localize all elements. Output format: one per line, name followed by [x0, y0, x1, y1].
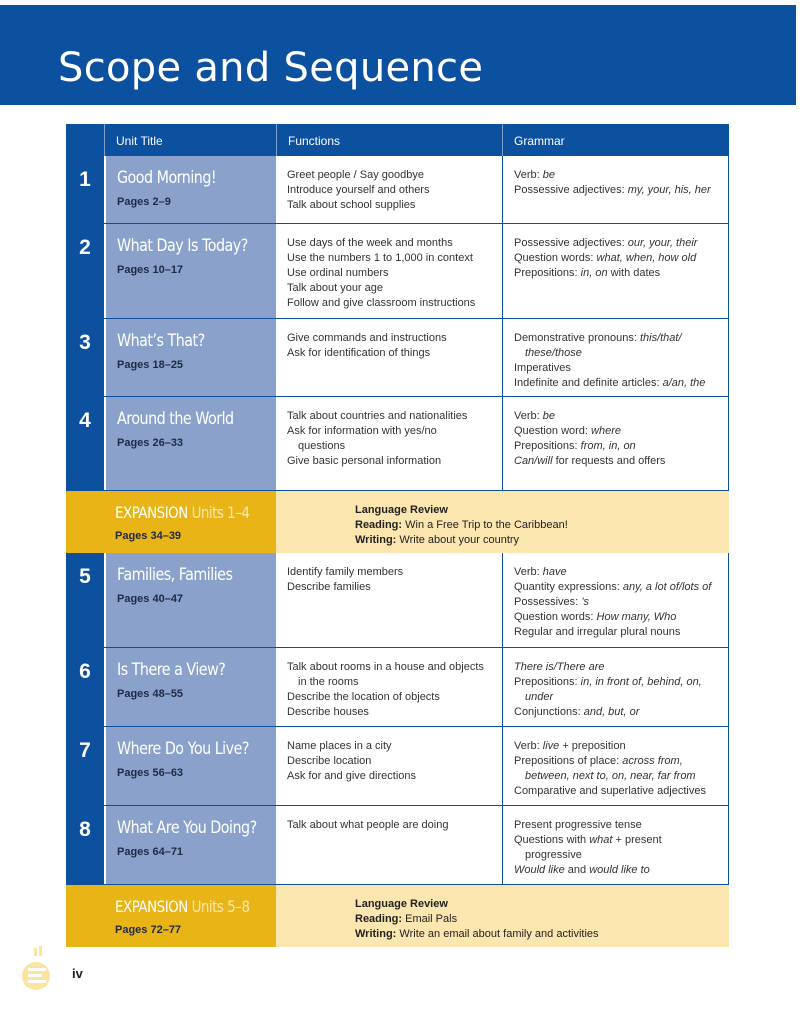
reading-text: Win a Free Trip to the Caribbean!: [405, 519, 568, 531]
grammar-line: [514, 409, 722, 424]
unit-row: [66, 806, 729, 885]
function-line: Ask for and give directions: [287, 770, 417, 782]
grammar-line: [514, 565, 722, 580]
grammar-text: Question words:: [514, 252, 597, 264]
unit-title: Good Morning!: [117, 168, 217, 188]
grammar-cell: [502, 806, 729, 884]
function-line: Talk about your age: [287, 282, 384, 294]
grammar-text: Verb:: [514, 566, 543, 578]
grammar-line: [514, 580, 722, 595]
grammar-cell: [502, 648, 729, 726]
grammar-text: with dates: [607, 267, 661, 279]
header-functions: Functions: [276, 124, 502, 156]
unit-number: 5: [66, 553, 104, 647]
grammar-text: Question words:: [514, 611, 597, 623]
grammar-text: this/that/: [639, 332, 682, 344]
unit-pages: Pages 2–9: [117, 196, 171, 208]
grammar-text: these/those: [525, 347, 582, 359]
unit-number: 4: [66, 397, 104, 490]
function-line: Talk about what people are doing: [287, 819, 449, 831]
function-line: Introduce yourself and others: [287, 184, 430, 196]
unit-title: Families, Families: [117, 565, 233, 585]
grammar-text: under: [525, 691, 554, 703]
function-line: questions: [298, 440, 346, 452]
grammar-text: Question word:: [514, 425, 592, 437]
function-line: Name places in a city: [287, 740, 392, 752]
grammar-text: our, your, their: [627, 237, 698, 249]
function-line: Give commands and instructions: [287, 332, 447, 344]
expansion-number-cell: [66, 885, 104, 947]
header-grammar: Grammar: [502, 124, 729, 156]
expansion-label: EXPANSION: [115, 897, 188, 916]
grammar-cell: [502, 727, 729, 805]
grammar-text: what: [589, 834, 613, 846]
grammar-text: Quantity expressions:: [514, 581, 623, 593]
unit-row: [66, 648, 729, 727]
functions-cell: [276, 397, 502, 490]
unit-title: What’s That?: [117, 331, 205, 351]
unit-pages: Pages 40–47: [117, 593, 184, 605]
grammar-text: Prepositions of place:: [514, 755, 623, 767]
unit-pages: Pages 26–33: [117, 437, 184, 449]
grammar-text: Prepositions:: [514, 676, 581, 688]
grammar-text: for requests and offers: [552, 455, 666, 467]
unit-title: What Are You Doing?: [117, 818, 257, 838]
page-number: iv: [72, 966, 83, 981]
grammar-line: [514, 739, 722, 754]
grammar-line: [514, 705, 722, 720]
grammar-text: my, your, his, her: [627, 184, 711, 196]
grammar-line: [514, 690, 722, 705]
grammar-line: [514, 863, 722, 878]
grammar-text: Prepositions:: [514, 267, 581, 279]
grammar-line: [514, 454, 722, 469]
reading-line: [355, 912, 729, 927]
function-line: Use ordinal numbers: [287, 267, 389, 279]
grammar-text: Comparative and superlative adjectives: [514, 785, 706, 797]
unit-title-cell: [104, 156, 276, 223]
unit-row: [66, 156, 729, 224]
functions-cell: [276, 727, 502, 805]
grammar-text: between, next to, on, near, far from: [525, 770, 696, 782]
unit-row: [66, 224, 729, 319]
page-title: Scope and Sequence: [58, 45, 484, 91]
functions-cell: [276, 553, 502, 647]
header-unit-title: Unit Title: [104, 124, 276, 156]
grammar-line: [514, 818, 722, 833]
expansion-content: [276, 885, 729, 947]
unit-title: Is There a View?: [117, 660, 226, 680]
grammar-cell: [502, 156, 729, 223]
unit-pages: Pages 18–25: [117, 359, 184, 371]
grammar-text: be: [542, 169, 555, 181]
unit-number: 8: [66, 806, 104, 884]
header-number-cell: [66, 124, 104, 156]
grammar-cell: [502, 224, 729, 318]
grammar-line: [514, 251, 722, 266]
unit-title-cell: [104, 648, 276, 726]
expansion-title-cell: [104, 491, 276, 553]
grammar-text: Verb:: [514, 410, 543, 422]
grammar-text: Verb:: [514, 169, 543, 181]
functions-cell: [276, 156, 502, 223]
grammar-text: Can/will: [514, 455, 553, 467]
function-line: Describe the location of objects: [287, 691, 440, 703]
grammar-line: [514, 784, 722, 799]
grammar-text: Possessive adjectives:: [514, 237, 628, 249]
language-review-label: Language Review: [355, 504, 448, 516]
expansion-label: EXPANSION: [115, 503, 188, 522]
function-line: Describe houses: [287, 706, 369, 718]
grammar-line: [514, 424, 722, 439]
function-line: Ask for information with yes/no: [287, 425, 437, 437]
grammar-text: be: [542, 410, 555, 422]
table-header: [66, 124, 729, 156]
grammar-line: [514, 660, 722, 675]
function-line: Describe location: [287, 755, 372, 767]
writing-label: Writing:: [355, 534, 397, 546]
expansion-content: [276, 491, 729, 553]
grammar-text: Present progressive tense: [514, 819, 642, 831]
grammar-text: where: [591, 425, 622, 437]
grammar-line: [514, 610, 722, 625]
function-line: Ask for identification of things: [287, 347, 431, 359]
grammar-line: [514, 168, 722, 183]
functions-cell: [276, 648, 502, 726]
table-body: [66, 156, 729, 947]
unit-row: [66, 553, 729, 648]
functions-cell: [276, 319, 502, 396]
grammar-text: Conjunctions:: [514, 706, 584, 718]
expansion-pages: Pages 72–77: [115, 924, 182, 936]
grammar-line: [514, 183, 722, 198]
grammar-line: [514, 769, 722, 784]
function-line: Describe families: [287, 581, 371, 593]
unit-pages: Pages 64–71: [117, 846, 184, 858]
function-line: Identify family members: [287, 566, 404, 578]
expansion-units: Units 1–4: [191, 503, 250, 522]
expansion-title: [115, 897, 250, 916]
function-line: Give basic personal information: [287, 455, 442, 467]
publisher-logo-icon: [20, 944, 54, 992]
function-line: Talk about school supplies: [287, 199, 416, 211]
function-line: Talk about countries and nationalities: [287, 410, 468, 422]
unit-title: Where Do You Live?: [117, 739, 249, 759]
grammar-text: Regular and irregular plural nouns: [514, 626, 681, 638]
reading-label: Reading:: [355, 519, 403, 531]
grammar-text: any, a lot of/lots of: [622, 581, 712, 593]
grammar-text: Questions with: [514, 834, 590, 846]
grammar-line: [514, 833, 722, 848]
reading-text: Email Pals: [405, 913, 458, 925]
reading-line: [355, 518, 729, 533]
grammar-line: [514, 236, 722, 251]
grammar-line: [514, 675, 722, 690]
grammar-text: Verb:: [514, 740, 543, 752]
writing-line: [355, 533, 729, 548]
header-banner: [0, 5, 796, 105]
function-line: Follow and give classroom instructions: [287, 297, 476, 309]
unit-title-cell: [104, 397, 276, 490]
grammar-text: Possessive adjectives:: [514, 184, 628, 196]
unit-row: [66, 397, 729, 491]
grammar-text: + preposition: [559, 740, 626, 752]
function-line: Use days of the week and months: [287, 237, 453, 249]
function-line: in the rooms: [298, 676, 359, 688]
grammar-line: [514, 439, 722, 454]
grammar-cell: [502, 397, 729, 490]
grammar-line: [514, 848, 722, 863]
grammar-text: and: [564, 864, 590, 876]
grammar-text: live: [542, 740, 560, 752]
grammar-text: Demonstrative pronouns:: [514, 332, 640, 344]
grammar-text: Imperatives: [514, 362, 571, 374]
grammar-line: [514, 346, 722, 361]
grammar-text: There is/There are: [514, 661, 605, 673]
grammar-text: from, in, on: [580, 440, 636, 452]
unit-pages: Pages 48–55: [117, 688, 184, 700]
grammar-text: would like to: [589, 864, 650, 876]
language-review-label: Language Review: [355, 898, 448, 910]
grammar-line: [514, 754, 722, 769]
function-line: Talk about rooms in a house and objects: [287, 661, 484, 673]
unit-title-cell: [104, 727, 276, 805]
grammar-text: what, when, how old: [596, 252, 697, 264]
writing-text: Write about your country: [399, 534, 520, 546]
unit-pages: Pages 10–17: [117, 264, 184, 276]
grammar-text: a/an, the: [662, 377, 706, 389]
unit-row: [66, 319, 729, 397]
unit-title: Around the World: [117, 409, 234, 429]
functions-cell: [276, 806, 502, 884]
functions-cell: [276, 224, 502, 318]
unit-number: 2: [66, 224, 104, 318]
unit-title-cell: [104, 224, 276, 318]
grammar-text: Prepositions:: [514, 440, 581, 452]
writing-text: Write an email about family and activities: [399, 928, 599, 940]
expansion-row: [66, 491, 729, 553]
expansion-title: [115, 503, 250, 522]
unit-pages: Pages 56–63: [117, 767, 184, 779]
grammar-text: Indefinite and definite articles:: [514, 377, 663, 389]
grammar-line: [514, 331, 722, 346]
reading-label: Reading:: [355, 913, 403, 925]
grammar-text: How many, Who: [596, 611, 677, 623]
unit-title: What Day Is Today?: [117, 236, 248, 256]
unit-number: 1: [66, 156, 104, 223]
expansion-row: [66, 885, 729, 947]
grammar-text: + present: [612, 834, 662, 846]
expansion-pages: Pages 34–39: [115, 530, 182, 542]
expansion-number-cell: [66, 491, 104, 553]
scope-sequence-table: [66, 124, 729, 947]
grammar-line: [514, 376, 722, 391]
expansion-title-cell: [104, 885, 276, 947]
grammar-cell: [502, 553, 729, 647]
unit-number: 6: [66, 648, 104, 726]
grammar-text: and, but, or: [583, 706, 640, 718]
unit-number: 3: [66, 319, 104, 396]
grammar-text: Possessives:: [514, 596, 582, 608]
grammar-line: [514, 361, 722, 376]
expansion-units: Units 5–8: [191, 897, 250, 916]
grammar-text: across from,: [622, 755, 683, 767]
grammar-text: Would like: [514, 864, 565, 876]
unit-number: 7: [66, 727, 104, 805]
grammar-text: ’s: [581, 596, 589, 608]
function-line: Greet people / Say goodbye: [287, 169, 424, 181]
grammar-line: [514, 595, 722, 610]
grammar-line: [514, 266, 722, 281]
unit-title-cell: [104, 553, 276, 647]
grammar-text: have: [542, 566, 567, 578]
grammar-text: in, on: [580, 267, 608, 279]
unit-title-cell: [104, 806, 276, 884]
grammar-text: progressive: [525, 849, 582, 861]
unit-row: [66, 727, 729, 806]
writing-label: Writing:: [355, 928, 397, 940]
writing-line: [355, 927, 729, 942]
grammar-line: [514, 625, 722, 640]
function-line: Use the numbers 1 to 1,000 in context: [287, 252, 473, 264]
grammar-cell: [502, 319, 729, 396]
unit-title-cell: [104, 319, 276, 396]
grammar-text: in, in front of, behind, on,: [580, 676, 702, 688]
